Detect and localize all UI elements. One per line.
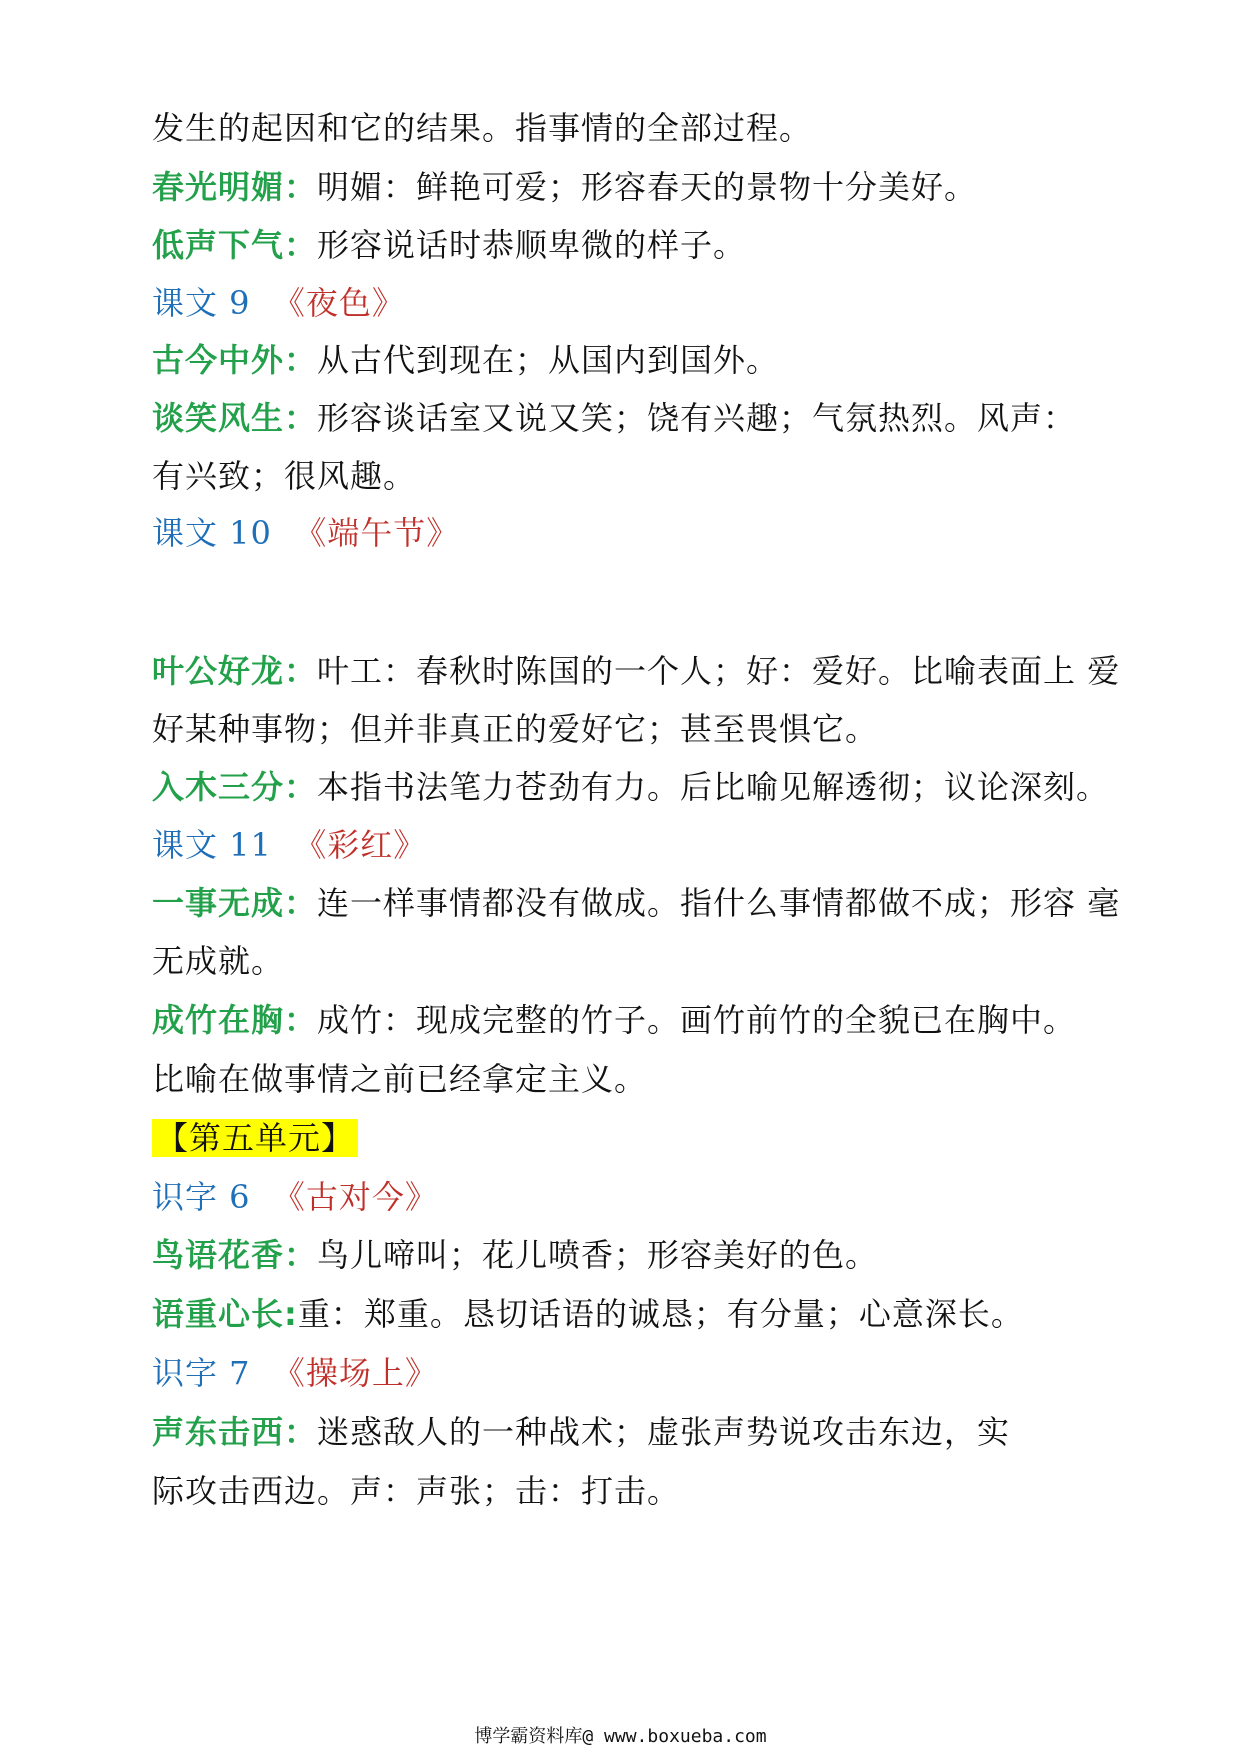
lesson-heading — [152, 1353, 1102, 1393]
vocab-definition: 明媚：鲜艳可爱；形容春天的景物十分美好。 — [317, 168, 978, 206]
lesson-title: 《彩红》 — [294, 826, 427, 864]
vocab-definition: 形容说话时恭顺卑微的样子。 — [317, 226, 747, 264]
vocab-entry — [152, 1412, 1102, 1452]
vocab-definition: 成竹：现成完整的竹子。画竹前竹的全貌已在胸中。 — [317, 1001, 1077, 1039]
lesson-label: 识字 6 — [152, 1178, 251, 1216]
text-line — [152, 1059, 1102, 1099]
text-line — [152, 456, 1102, 496]
body-text: 比喻在做事情之前已经拿定主义。 — [152, 1060, 648, 1098]
vocab-term: 古今中外： — [152, 341, 318, 379]
lesson-label: 课文 11 — [152, 826, 272, 864]
text-line — [152, 709, 1102, 749]
lesson-heading — [152, 513, 1102, 553]
body-text: 好某种事物；但并非真正的爱好它；甚至畏惧它。 — [152, 710, 879, 748]
unit-heading — [152, 1118, 1102, 1158]
vocab-entry — [152, 225, 1102, 265]
footer-watermark: 博学霸资料库@ www.boxueba.com — [474, 1726, 767, 1747]
vocab-term: 谈笑风生： — [152, 399, 318, 437]
vocab-definition: 鸟儿啼叫；花儿喷香；形容美好的色。 — [317, 1236, 879, 1274]
vocab-term: 一事无成： — [152, 884, 318, 922]
text-line — [152, 941, 1102, 981]
vocab-entry — [152, 767, 1110, 807]
vocab-term: 声东击西： — [152, 1413, 318, 1451]
lesson-label: 课文 10 — [152, 514, 272, 552]
body-text: 无成就。 — [152, 942, 285, 980]
vocab-entry — [152, 398, 1102, 438]
vocab-entry — [152, 340, 1102, 380]
vocab-definition: 迷惑敌人的一种战术；虚张声势说攻击东边，实 — [317, 1413, 1011, 1451]
lesson-heading — [152, 283, 1102, 323]
unit-label: 【第五单元】 — [152, 1119, 358, 1157]
vocab-definition: 形容谈话室又说又笑；饶有兴趣；气氛热烈。风声： — [317, 399, 1077, 437]
lesson-title: 《古对今》 — [272, 1178, 438, 1216]
vocab-term: 鸟语花香： — [152, 1236, 318, 1274]
vocab-entry — [152, 1294, 1102, 1334]
lesson-title: 《端午节》 — [294, 514, 460, 552]
lesson-heading — [152, 1177, 1102, 1217]
vocab-definition: 本指书法笔力苍劲有力。后比喻见解透彻；议论深刻。 — [317, 768, 1110, 806]
vocab-term: 语重心长: — [152, 1295, 298, 1333]
body-text: 发生的起因和它的结果。指事情的全部过程。 — [152, 109, 813, 147]
lesson-heading — [152, 825, 1102, 865]
vocab-entry — [152, 883, 1121, 923]
vocab-entry — [152, 167, 1102, 207]
vocab-entry — [152, 651, 1121, 691]
vocab-entry — [152, 1000, 1102, 1040]
vocab-term: 低声下气： — [152, 226, 318, 264]
text-line — [152, 108, 1102, 148]
text-line — [152, 1471, 1102, 1511]
vocab-definition: 连一样事情都没有做成。指什么事情都做不成；形容 毫 — [317, 884, 1121, 922]
vocab-definition: 叶工：春秋时陈国的一个人；好：爱好。比喻表面上 爱 — [317, 652, 1121, 690]
lesson-title: 《操场上》 — [272, 1354, 438, 1392]
vocab-term: 入木三分： — [152, 768, 318, 806]
vocab-term: 春光明媚： — [152, 168, 318, 206]
vocab-definition: 重：郑重。恳切话语的诚恳；有分量；心意深长。 — [297, 1295, 1024, 1333]
vocab-entry — [152, 1235, 1102, 1275]
vocab-term: 叶公好龙： — [152, 652, 318, 690]
body-text: 际攻击西边。声：声张；击：打击。 — [152, 1472, 681, 1510]
lesson-title: 《夜色》 — [272, 284, 405, 322]
body-text: 有兴致；很风趣。 — [152, 457, 417, 495]
lesson-label: 识字 7 — [152, 1354, 251, 1392]
lesson-label: 课文 9 — [152, 284, 251, 322]
vocab-definition: 从古代到现在；从国内到国外。 — [317, 341, 780, 379]
vocab-term: 成竹在胸： — [152, 1001, 318, 1039]
